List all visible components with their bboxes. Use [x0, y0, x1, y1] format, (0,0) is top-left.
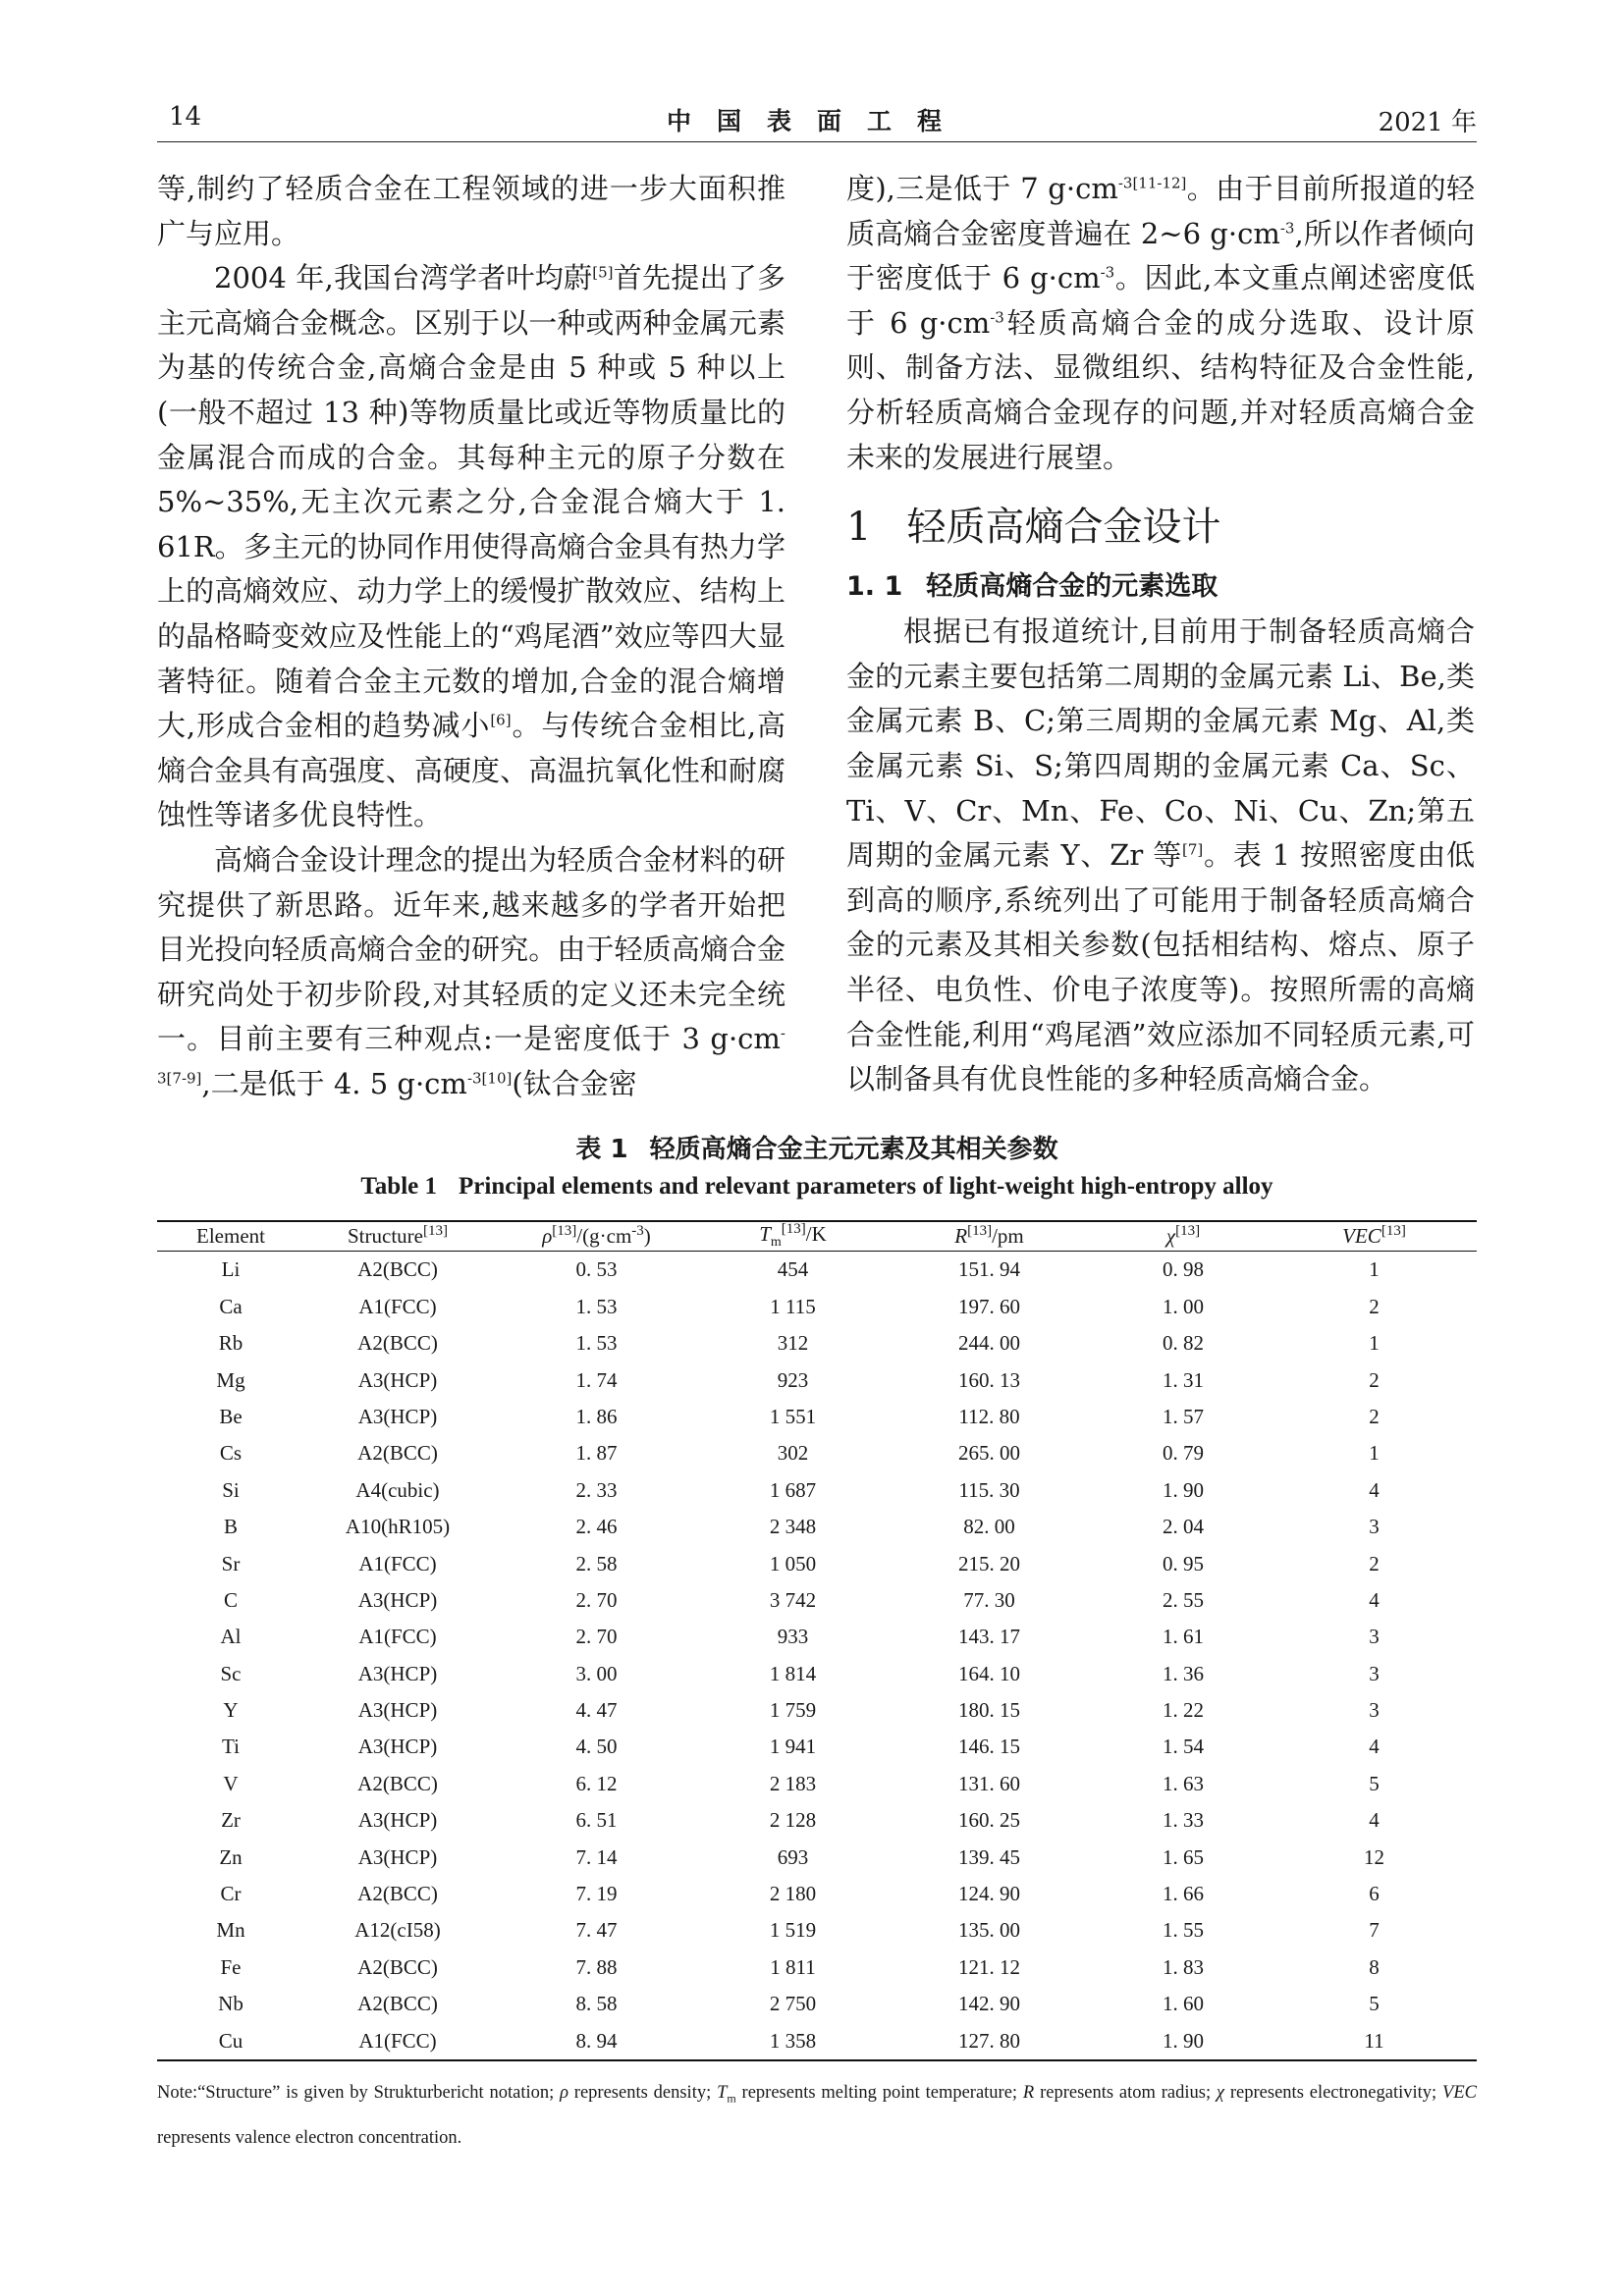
cell-structure: A10(hR105): [345, 1515, 451, 1539]
cell-structure: A4(cubic): [355, 1477, 440, 1502]
table-row: [157, 1802, 1477, 1839]
table-row: [157, 1399, 1477, 1435]
cell-radius: 146. 15: [958, 1735, 1020, 1759]
text: 首先提出了多主元高熵合金概念。区别于以一种或两种金属元素为基的传统合金,高熵合金是由 5 种或 5 种以上(一般不超过 13 种)等物质量比或近等物质量比的金属混合而成的合金。其每种主元的原子分数在 5%~35%,无主次元素之分,合金混合熵大于 1. 61R。多主元的协同作用使得高熵合金具有热力学上的高熵效应、动力学上的缓慢扩散效应、结构上的晶格畸变效应及性能上的“鸡尾酒”效应等四大显著特征。随着合金主元数的增加,合金的混合熵增大,形成合金相的趋势减小: [157, 261, 785, 743]
cell-electronegativity: 1. 57: [1163, 1404, 1204, 1428]
cell-element: Fe: [220, 1954, 242, 1979]
cell-vec: 5: [1369, 1992, 1380, 2016]
text: 。由于目前所报道的轻质高熵合金密度普遍在 2~6 g·cm: [846, 172, 1475, 250]
cell-electronegativity: 0. 95: [1163, 1551, 1204, 1575]
table-row: [157, 1876, 1477, 1912]
cell-electronegativity: 2. 55: [1163, 1587, 1204, 1612]
table-row: [157, 1619, 1477, 1655]
cell-melting-point: 1 759: [769, 1698, 817, 1723]
cell-element: Zr: [221, 1808, 241, 1833]
cell-structure: A2(BCC): [357, 1954, 438, 1979]
cell-electronegativity: 0. 98: [1163, 1257, 1204, 1282]
cell-element: Y: [223, 1698, 239, 1723]
text: 等,制约了轻质合金在工程领域的进一步大面积推广与应用。: [157, 172, 785, 250]
table-title: 轻质高熵合金主元元素及其相关参数: [649, 1135, 1058, 1164]
journal-title: 中国表面工程: [666, 107, 967, 135]
cell-element: Sc: [220, 1661, 242, 1685]
page-number: 14: [169, 102, 202, 132]
cell-element: Ti: [222, 1735, 240, 1759]
cell-element: Ca: [219, 1294, 243, 1318]
cell-structure: A2(BCC): [357, 1257, 438, 1282]
cell-radius: 139. 45: [958, 1844, 1020, 1869]
cell-melting-point: 1 551: [769, 1404, 817, 1428]
cell-structure: A2(BCC): [357, 1882, 438, 1906]
table-row: [157, 1325, 1477, 1362]
cell-vec: 2: [1369, 1551, 1380, 1575]
cell-electronegativity: 1. 61: [1163, 1625, 1204, 1649]
cell-element: Si: [222, 1477, 240, 1502]
cell-density: 7. 88: [575, 1954, 618, 1979]
unit-exponent: -3: [1100, 263, 1115, 282]
cell-vec: 3: [1369, 1698, 1380, 1723]
table-row: [157, 1362, 1477, 1398]
cell-vec: 5: [1369, 1771, 1380, 1795]
cell-radius: 244. 00: [958, 1331, 1020, 1356]
table-row: [157, 2022, 1477, 2059]
cell-vec: 7: [1369, 1918, 1380, 1943]
table-caption-chinese: [157, 1129, 1477, 1165]
cell-radius: 135. 00: [958, 1918, 1020, 1943]
table-row: [157, 1289, 1477, 1325]
cell-structure: A2(BCC): [357, 1771, 438, 1795]
table-row: [157, 1692, 1477, 1729]
text: (钛合金密: [512, 1066, 637, 1100]
cell-electronegativity: 1. 31: [1163, 1367, 1204, 1392]
cell-radius: 77. 30: [963, 1587, 1015, 1612]
cell-structure: A3(HCP): [357, 1808, 438, 1833]
table-row: [157, 1545, 1477, 1581]
cell-element: B: [223, 1515, 238, 1539]
publication-year: 2021 年: [1378, 108, 1477, 137]
cell-melting-point: 1 358: [702, 2022, 884, 2059]
cell-density: 1. 53: [575, 1331, 618, 1356]
cell-element: Sr: [221, 1551, 241, 1575]
cell-radius: 151. 94: [958, 1257, 1020, 1282]
paragraph: [157, 256, 785, 838]
text: ,二是低于 4. 5 g·cm: [201, 1066, 467, 1100]
table-title: Principal elements and relevant parameters of light-weight high-entropy alloy: [459, 1173, 1273, 1200]
cell-element: Nb: [218, 1992, 244, 2016]
cell-structure: A3(HCP): [357, 1404, 438, 1428]
cell-structure: A3(HCP): [357, 1661, 438, 1685]
cell-radius: 121. 12: [958, 1954, 1020, 1979]
text: 高熵合金设计理念的提出为轻质合金材料的研究提供了新思路。近年来,越来越多的学者开始把目光投向轻质高熵合金的研究。由于轻质高熵合金研究尚处于初步阶段,对其轻质的定义还未完全统一。目前主要有三种观点:一是密度低于 3 g·cm: [157, 842, 785, 1056]
table-header-row: [157, 1221, 1477, 1252]
cell-electronegativity: 1. 83: [1163, 1954, 1204, 1979]
cell-melting-point: 1 811: [770, 1954, 816, 1979]
cell-radius: 160. 13: [958, 1367, 1020, 1392]
paragraph: [157, 167, 785, 256]
unit-citation: -3[10]: [466, 1069, 513, 1088]
cell-electronegativity: 2. 04: [1163, 1515, 1204, 1539]
text: 度),三是低于 7 g·cm: [846, 172, 1118, 205]
cell-melting-point: 693: [777, 1844, 809, 1869]
table-row: [157, 1435, 1477, 1471]
unit-citation: -3[7-9]: [157, 1024, 785, 1088]
text: 。因此,本文重点阐述密度低于 6 g·cm: [846, 261, 1475, 340]
cell-density: 2. 70: [575, 1587, 618, 1612]
table-row: [157, 1582, 1477, 1619]
cell-melting-point: 933: [777, 1625, 809, 1649]
text: 2004 年,我国台湾学者叶均蔚: [214, 261, 593, 295]
table-note: Note:“Structure” is given by Strukturbericht notation; ρ represents density; $T_m$ represents melting point temperature; R represents atom radius; χ represents electronegativity; VEC represents valence electron concentration.: [157, 2083, 1477, 2148]
cell-element: V: [223, 1771, 239, 1795]
text: 。与传统合金相比,高熵合金具有高强度、高硬度、高温抗氧化性和耐腐蚀性等诸多优良特性。: [157, 709, 786, 832]
cell-electronegativity: 1. 55: [1163, 1918, 1204, 1943]
cell-electronegativity: 1. 60: [1163, 1992, 1204, 2016]
cell-element: Al: [220, 1625, 242, 1649]
table-row: [157, 1839, 1477, 1875]
cell-radius: 143. 17: [958, 1625, 1020, 1649]
cell-density: 2. 70: [575, 1625, 618, 1649]
cell-radius: 265. 00: [958, 1441, 1020, 1466]
cell-density: 7. 19: [575, 1882, 618, 1906]
cell-melting-point: 2 750: [769, 1992, 817, 2016]
paragraph: [846, 167, 1475, 480]
cell-melting-point: 1 115: [770, 1294, 816, 1318]
table-row: [157, 1729, 1477, 1765]
cell-structure: A1(FCC): [358, 1294, 437, 1318]
cell-melting-point: 1 941: [769, 1735, 817, 1759]
cell-vec: 11: [1272, 2022, 1477, 2059]
table-row: [157, 1949, 1477, 1986]
cell-melting-point: 1 519: [769, 1918, 817, 1943]
cell-radius: 127. 80: [884, 2022, 1095, 2059]
paragraph: [157, 838, 785, 1107]
cell-melting-point: 1 814: [769, 1661, 817, 1685]
cell-electronegativity: 1. 36: [1163, 1661, 1204, 1685]
cell-radius: 197. 60: [958, 1294, 1020, 1318]
cell-vec: 12: [1364, 1844, 1384, 1869]
cell-density: 4. 50: [575, 1735, 618, 1759]
cell-melting-point: 2 180: [769, 1882, 817, 1906]
cell-density: 4. 47: [575, 1698, 618, 1723]
cell-electronegativity: 0. 79: [1163, 1441, 1204, 1466]
cell-structure: A3(HCP): [357, 1587, 438, 1612]
cell-melting-point: 2 348: [769, 1515, 817, 1539]
cell-radius: 160. 25: [958, 1808, 1020, 1833]
cell-radius: 215. 20: [958, 1551, 1020, 1575]
cell-density: 2. 46: [575, 1515, 618, 1539]
cell-structure: A1(FCC): [358, 1625, 437, 1649]
cell-density: 6. 12: [575, 1771, 618, 1795]
cell-vec: 1: [1369, 1257, 1380, 1282]
cell-structure: A3(HCP): [357, 1844, 438, 1869]
citation: [5]: [592, 263, 614, 282]
cell-radius: 82. 00: [963, 1515, 1015, 1539]
cell-element: Cr: [220, 1882, 242, 1906]
cell-radius: 142. 90: [958, 1992, 1020, 2016]
cell-melting-point: 2 128: [769, 1808, 817, 1833]
text: 根据已有报道统计,目前用于制备轻质高熵合金的元素主要包括第二周期的金属元素 Li、Be,类金属元素 B、C;第三周期的金属元素 Mg、Al,类金属元素 Si、S;第四周期的金属元素 Ca、Sc、Ti、V、Cr、Mn、Fe、Co、Ni、Cu、Zn;第五周期的金属元素 Y、Zr 等: [846, 614, 1475, 873]
cell-vec: 2: [1369, 1294, 1380, 1318]
table-row: [157, 1509, 1477, 1545]
cell-structure: A2(BCC): [357, 1331, 438, 1356]
cell-electronegativity: 1. 54: [1163, 1735, 1204, 1759]
cell-density: 3. 00: [575, 1661, 618, 1685]
cell-melting-point: 3 742: [769, 1587, 817, 1612]
cell-structure: A3(HCP): [357, 1367, 438, 1392]
table-row: [157, 1655, 1477, 1691]
cell-electronegativity: 1. 65: [1163, 1844, 1204, 1869]
cell-vec: 4: [1369, 1587, 1380, 1612]
unit-exponent: -3: [1279, 218, 1295, 237]
cell-structure: A1(FCC): [304, 2022, 491, 2059]
cell-electronegativity: 1. 90: [1163, 1477, 1204, 1502]
cell-element: Mn: [216, 1918, 245, 1943]
cell-melting-point: 1 687: [769, 1477, 817, 1502]
table-label: 表 1: [575, 1135, 628, 1164]
cell-structure: A1(FCC): [358, 1551, 437, 1575]
running-header: [157, 98, 1477, 142]
cell-density: 8. 58: [575, 1992, 618, 2016]
cell-radius: 112. 80: [958, 1404, 1020, 1428]
cell-structure: A3(HCP): [357, 1735, 438, 1759]
cell-vec: 6: [1369, 1882, 1380, 1906]
cell-electronegativity: 1. 63: [1163, 1771, 1204, 1795]
cell-element: Mg: [216, 1367, 245, 1392]
cell-electronegativity: 1. 90: [1095, 2022, 1272, 2059]
text: 。表 1 按照密度由低到高的顺序,系统列出了可能用于制备轻质高熵合金的元素及其相关参数(包括相结构、熔点、原子半径、电负性、价电子浓度等)。按照所需的高熵合金性能,利用“鸡尾酒”效应添加不同轻质元素,可以制备具有优良性能的多种轻质高熵合金。: [846, 838, 1475, 1096]
cell-vec: 4: [1369, 1735, 1380, 1759]
subsection-heading: [846, 564, 1475, 610]
cell-radius: 131. 60: [958, 1771, 1020, 1795]
right-column: [846, 167, 1475, 1102]
paragraph: [846, 610, 1475, 1102]
citation: [6]: [490, 711, 512, 729]
cell-element: Li: [221, 1257, 241, 1282]
column-header-melting-point: $T_m[13]/K$: [702, 1221, 884, 1252]
cell-vec: 2: [1369, 1367, 1380, 1392]
cell-vec: 3: [1369, 1625, 1380, 1649]
cell-radius: 115. 30: [958, 1477, 1020, 1502]
cell-electronegativity: 1. 00: [1163, 1294, 1204, 1318]
cell-vec: 1: [1369, 1441, 1380, 1466]
cell-density: 1. 86: [575, 1404, 618, 1428]
cell-element: Zn: [219, 1844, 243, 1869]
column-header-element: Element: [157, 1221, 304, 1252]
cell-density: 1. 53: [575, 1294, 618, 1318]
unit-exponent: -3: [990, 308, 1004, 327]
section-title: 轻质高熵合金设计: [906, 505, 1221, 551]
cell-radius: 180. 15: [958, 1698, 1020, 1723]
cell-electronegativity: 1. 33: [1163, 1808, 1204, 1833]
cell-vec: 4: [1369, 1808, 1380, 1833]
table-row: [157, 1986, 1477, 2022]
element-parameter-table: [157, 1220, 1477, 2061]
cell-structure: A3(HCP): [357, 1698, 438, 1723]
unit-citation: -3[11-12]: [1117, 174, 1187, 192]
cell-vec: 3: [1369, 1515, 1380, 1539]
table-row: [157, 1766, 1477, 1802]
left-column: [157, 167, 785, 1106]
cell-density: 0. 53: [575, 1257, 618, 1282]
cell-radius: 124. 90: [958, 1882, 1020, 1906]
cell-element: Be: [219, 1404, 243, 1428]
cell-density: 7. 47: [575, 1918, 618, 1943]
text: 轻质高熵合金的成分选取、设计原则、制备方法、显微组织、结构特征及合金性能,分析轻质高熵合金现存的问题,并对轻质高熵合金未来的发展进行展望。: [846, 305, 1475, 474]
cell-melting-point: 1 050: [769, 1551, 817, 1575]
cell-element: Cu: [157, 2022, 304, 2059]
cell-density: 1. 87: [575, 1441, 618, 1466]
cell-electronegativity: 1. 66: [1163, 1882, 1204, 1906]
cell-vec: 8: [1369, 1954, 1380, 1979]
table-row: [157, 1472, 1477, 1509]
subsection-title: 轻质高熵合金的元素选取: [926, 571, 1218, 603]
subsection-number: 1. 1: [846, 571, 903, 603]
cell-vec: 2: [1369, 1404, 1380, 1428]
section-heading: [846, 500, 1475, 555]
cell-vec: 4: [1369, 1477, 1380, 1502]
cell-melting-point: 302: [777, 1441, 809, 1466]
column-header-vec: VEC[13]: [1272, 1221, 1477, 1252]
column-header-structure: Structure[13]: [304, 1221, 491, 1252]
citation: [7]: [1182, 840, 1204, 859]
text: ,所以作者倾向于密度低于 6 g·cm: [846, 216, 1475, 295]
table-caption-english: [157, 1173, 1477, 1201]
cell-melting-point: 923: [777, 1367, 809, 1392]
cell-element: C: [223, 1587, 238, 1612]
table-row: [157, 1912, 1477, 1949]
cell-melting-point: 454: [777, 1257, 809, 1282]
cell-density: 7. 14: [575, 1844, 618, 1869]
cell-element: Rb: [218, 1331, 244, 1356]
cell-element: Cs: [219, 1441, 243, 1466]
cell-structure: A12(cI58): [354, 1918, 441, 1943]
cell-density: 2. 33: [575, 1477, 618, 1502]
cell-electronegativity: 1. 22: [1163, 1698, 1204, 1723]
cell-structure: A2(BCC): [357, 1441, 438, 1466]
cell-melting-point: 312: [777, 1331, 809, 1356]
cell-density: 1. 74: [575, 1367, 618, 1392]
cell-melting-point: 2 183: [769, 1771, 817, 1795]
cell-vec: 1: [1369, 1331, 1380, 1356]
cell-density: 2. 58: [575, 1551, 618, 1575]
column-header-density: $\rho[13]/(g\cdot cm^{-3})$: [491, 1221, 702, 1252]
cell-radius: 164. 10: [958, 1661, 1020, 1685]
column-header-electronegativity: χ[13]: [1095, 1221, 1272, 1252]
cell-density: 8. 94: [491, 2022, 702, 2059]
section-number: 1: [846, 505, 872, 551]
table-label: Table 1: [360, 1173, 437, 1200]
table-row: [157, 1252, 1477, 1289]
cell-electronegativity: 0. 82: [1163, 1331, 1204, 1356]
column-header-radius: R[13]/pm: [884, 1221, 1095, 1252]
cell-density: 6. 51: [575, 1808, 618, 1833]
cell-vec: 3: [1369, 1661, 1380, 1685]
cell-structure: A2(BCC): [357, 1992, 438, 2016]
